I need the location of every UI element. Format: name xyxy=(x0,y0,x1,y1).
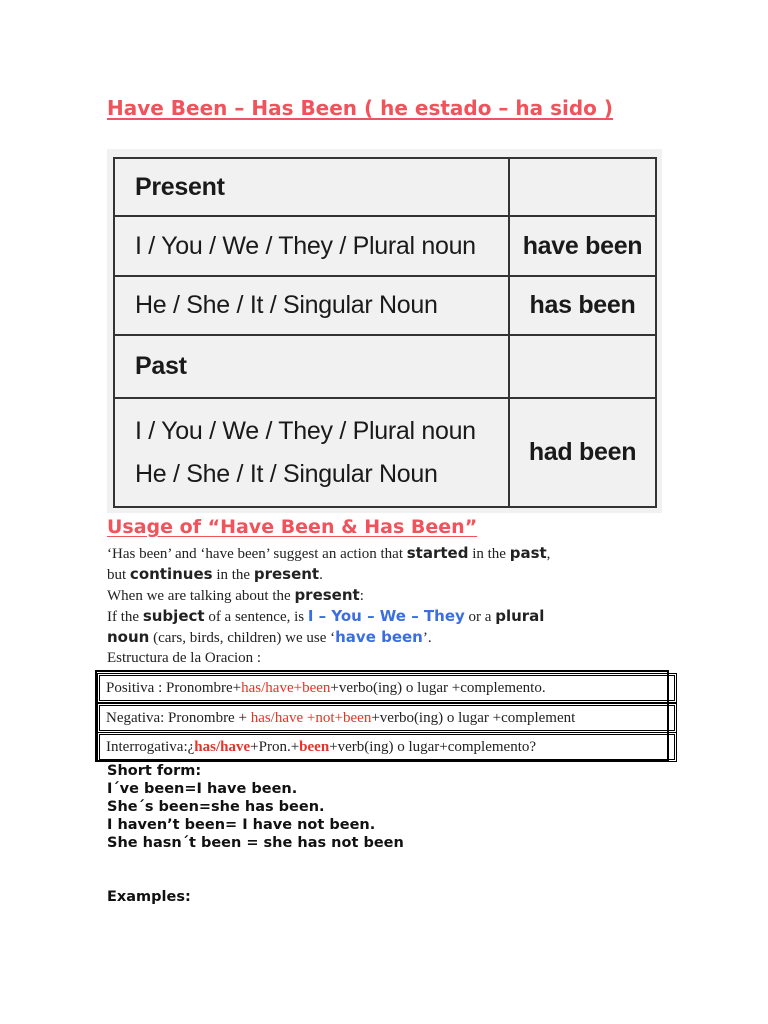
usage-line-2: but continues in the present. xyxy=(107,565,323,583)
structure-positive: Positiva : Pronombre+has/have+been+verbo(ing) o lugar +complemento. xyxy=(97,673,677,703)
table-subject-line: I / You / We / They / Plural noun xyxy=(135,416,476,445)
table-row xyxy=(114,398,656,507)
table-cell-verb: have been xyxy=(509,216,656,276)
table-row xyxy=(114,276,656,335)
table-cell-verb xyxy=(509,335,656,398)
short-form-heading: Short form: xyxy=(107,763,202,779)
table-cell-present-header: Present xyxy=(114,158,509,216)
short-form-item: She´s been=she has been. xyxy=(107,799,325,815)
short-form-item: I´ve been=I have been. xyxy=(107,781,298,797)
usage-line-6: Estructura de la Oracion : xyxy=(107,650,262,666)
table-cell-subject: He / She / It / Singular Noun xyxy=(114,276,509,335)
short-form-item: She hasn´t been = she has not been xyxy=(107,835,404,851)
grammar-table xyxy=(113,157,657,508)
table-cell-subject: I / You / We / They / Plural noun xyxy=(114,216,509,276)
page-title: Have Been – Has Been ( he estado – ha sido ) xyxy=(107,96,614,120)
short-form-item: I haven’t been= I have not been. xyxy=(107,817,376,833)
structure-interrogative: Interrogativa:¿has/have+Pron.+been+verb(ing) o lugar+complemento? xyxy=(97,732,677,762)
table-cell-verb: had been xyxy=(509,398,656,507)
table-cell-verb: has been xyxy=(509,276,656,335)
table-subject-line: He / She / It / Singular Noun xyxy=(135,459,438,488)
table-cell-verb xyxy=(509,158,656,216)
usage-line-4: If the subject of a sentence, is I – You – We – They or a plural xyxy=(107,607,545,625)
usage-line-1: ‘Has been’ and ‘have been’ suggest an action that started in the past, xyxy=(107,544,551,562)
table-row xyxy=(114,216,656,276)
table-cell-subject xyxy=(114,398,509,507)
usage-heading: Usage of “Have Been & Has Been” xyxy=(107,516,478,538)
structure-negative: Negativa: Pronombre + has/have +not+been+verbo(ing) o lugar +complement xyxy=(97,703,677,733)
usage-line-3: When we are talking about the present: xyxy=(107,586,364,604)
table-cell-past-header: Past xyxy=(114,335,509,398)
examples-label: Examples: xyxy=(107,889,191,905)
table-row xyxy=(114,335,656,398)
usage-line-5: noun (cars, birds, children) we use ‘have been’. xyxy=(107,628,432,646)
table-row xyxy=(114,158,656,216)
